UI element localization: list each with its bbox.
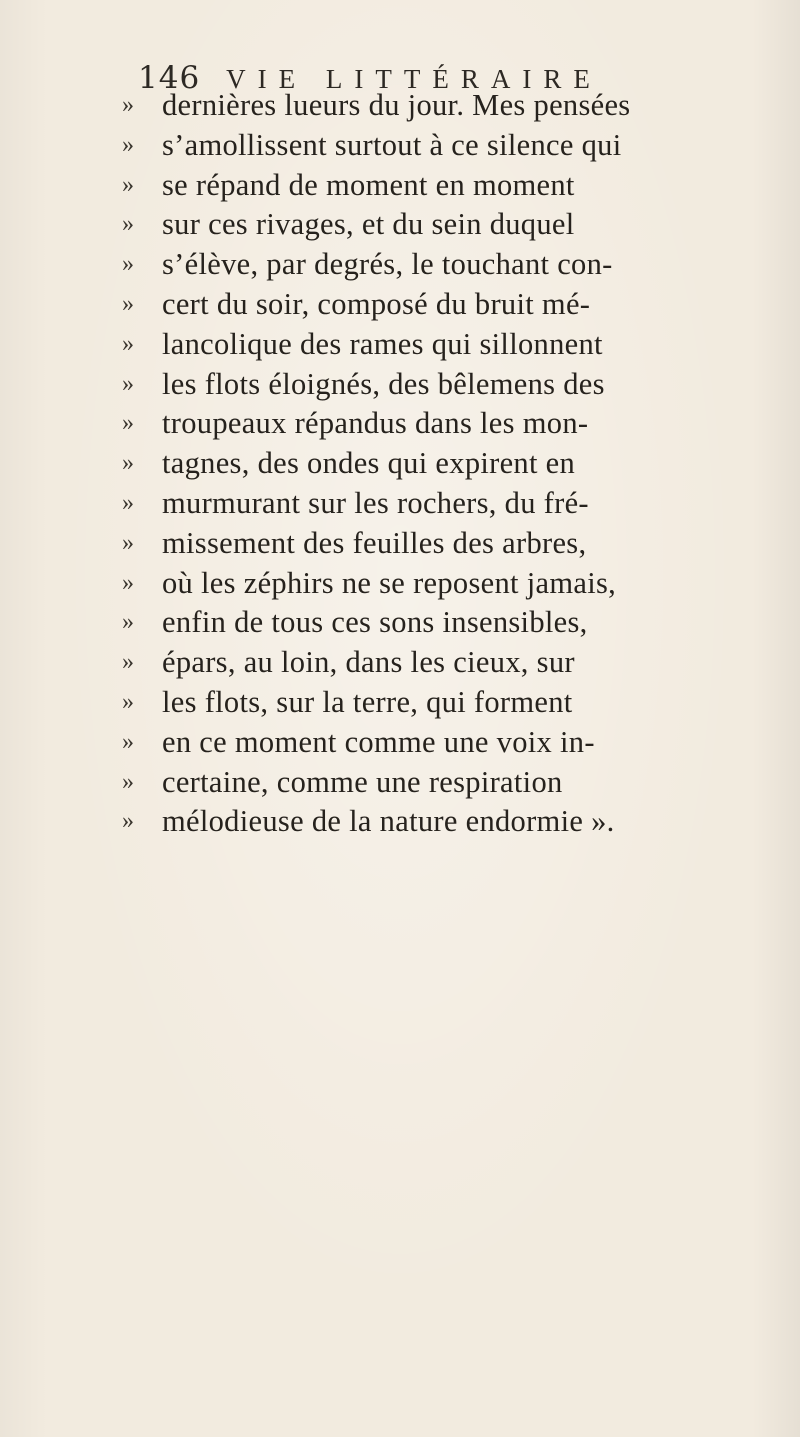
quote-mark: » [122, 529, 134, 556]
text-line [122, 285, 762, 325]
text-line [122, 166, 762, 206]
text-line [122, 325, 762, 365]
quote-mark: » [122, 489, 134, 516]
text-line [122, 404, 762, 444]
quoted-passage [122, 86, 762, 842]
line-text: où les zéphirs ne se reposent jamais, [162, 565, 617, 600]
quote-mark: » [122, 330, 134, 357]
text-line [122, 444, 762, 484]
line-text: lancolique des rames qui sillonnent [162, 326, 603, 361]
quote-mark: » [122, 688, 134, 715]
text-line [122, 564, 762, 604]
line-text: se répand de moment en moment [162, 167, 575, 202]
line-text: s’élève, par degrés, le touchant con- [162, 247, 613, 282]
text-line [122, 802, 762, 842]
text-line [122, 126, 762, 166]
text-line [122, 643, 762, 683]
quote-mark: » [122, 609, 134, 636]
quote-mark: » [122, 131, 134, 158]
text-line [122, 245, 762, 285]
quote-mark: » [122, 171, 134, 198]
quote-mark: » [122, 92, 134, 118]
quote-mark: » [122, 251, 134, 278]
quote-mark: » [122, 728, 134, 755]
line-text: en ce moment comme une voix in- [162, 724, 595, 759]
quote-mark: » [122, 768, 134, 795]
text-line [122, 524, 762, 564]
line-text: s’amollissent surtout à ce silence qui [162, 127, 622, 162]
line-text: cert du soir, composé du bruit mé- [162, 286, 591, 321]
running-title: VIE LITTÉRAIRE [226, 64, 602, 94]
line-text: missement des feuilles des arbres, [162, 525, 587, 560]
quote-mark: » [122, 808, 134, 835]
quote-mark: » [122, 370, 134, 397]
quote-mark: » [122, 450, 134, 477]
line-text: les flots, sur la terre, qui forment [162, 684, 573, 719]
line-text: épars, au loin, dans les cieux, sur [162, 645, 575, 680]
line-text: tagnes, des ondes qui expirent en [162, 446, 576, 481]
text-line [122, 763, 762, 803]
text-line [122, 86, 762, 126]
line-text: dernières lueurs du jour. Mes pensées [162, 88, 631, 122]
text-line [122, 205, 762, 245]
quote-mark: » [122, 569, 134, 596]
quote-mark: » [122, 211, 134, 238]
text-line [122, 484, 762, 524]
text-line [122, 723, 762, 763]
line-text: enfin de tous ces sons insensibles, [162, 605, 588, 640]
text-line [122, 365, 762, 405]
quote-mark: » [122, 290, 134, 317]
line-text: certaine, comme une respiration [162, 764, 563, 799]
line-text: sur ces rivages, et du sein duquel [162, 207, 575, 242]
text-line [122, 683, 762, 723]
page-number: 146 [138, 60, 201, 96]
quote-mark: » [122, 649, 134, 676]
quote-mark: » [122, 410, 134, 437]
text-line [122, 603, 762, 643]
line-text: mélodieuse de la nature endormie ». [162, 804, 615, 839]
line-text: les flots éloignés, des bêlemens des [162, 366, 605, 401]
line-text: murmurant sur les rochers, du fré- [162, 485, 589, 520]
line-text: troupeaux répandus dans les mon- [162, 406, 589, 441]
